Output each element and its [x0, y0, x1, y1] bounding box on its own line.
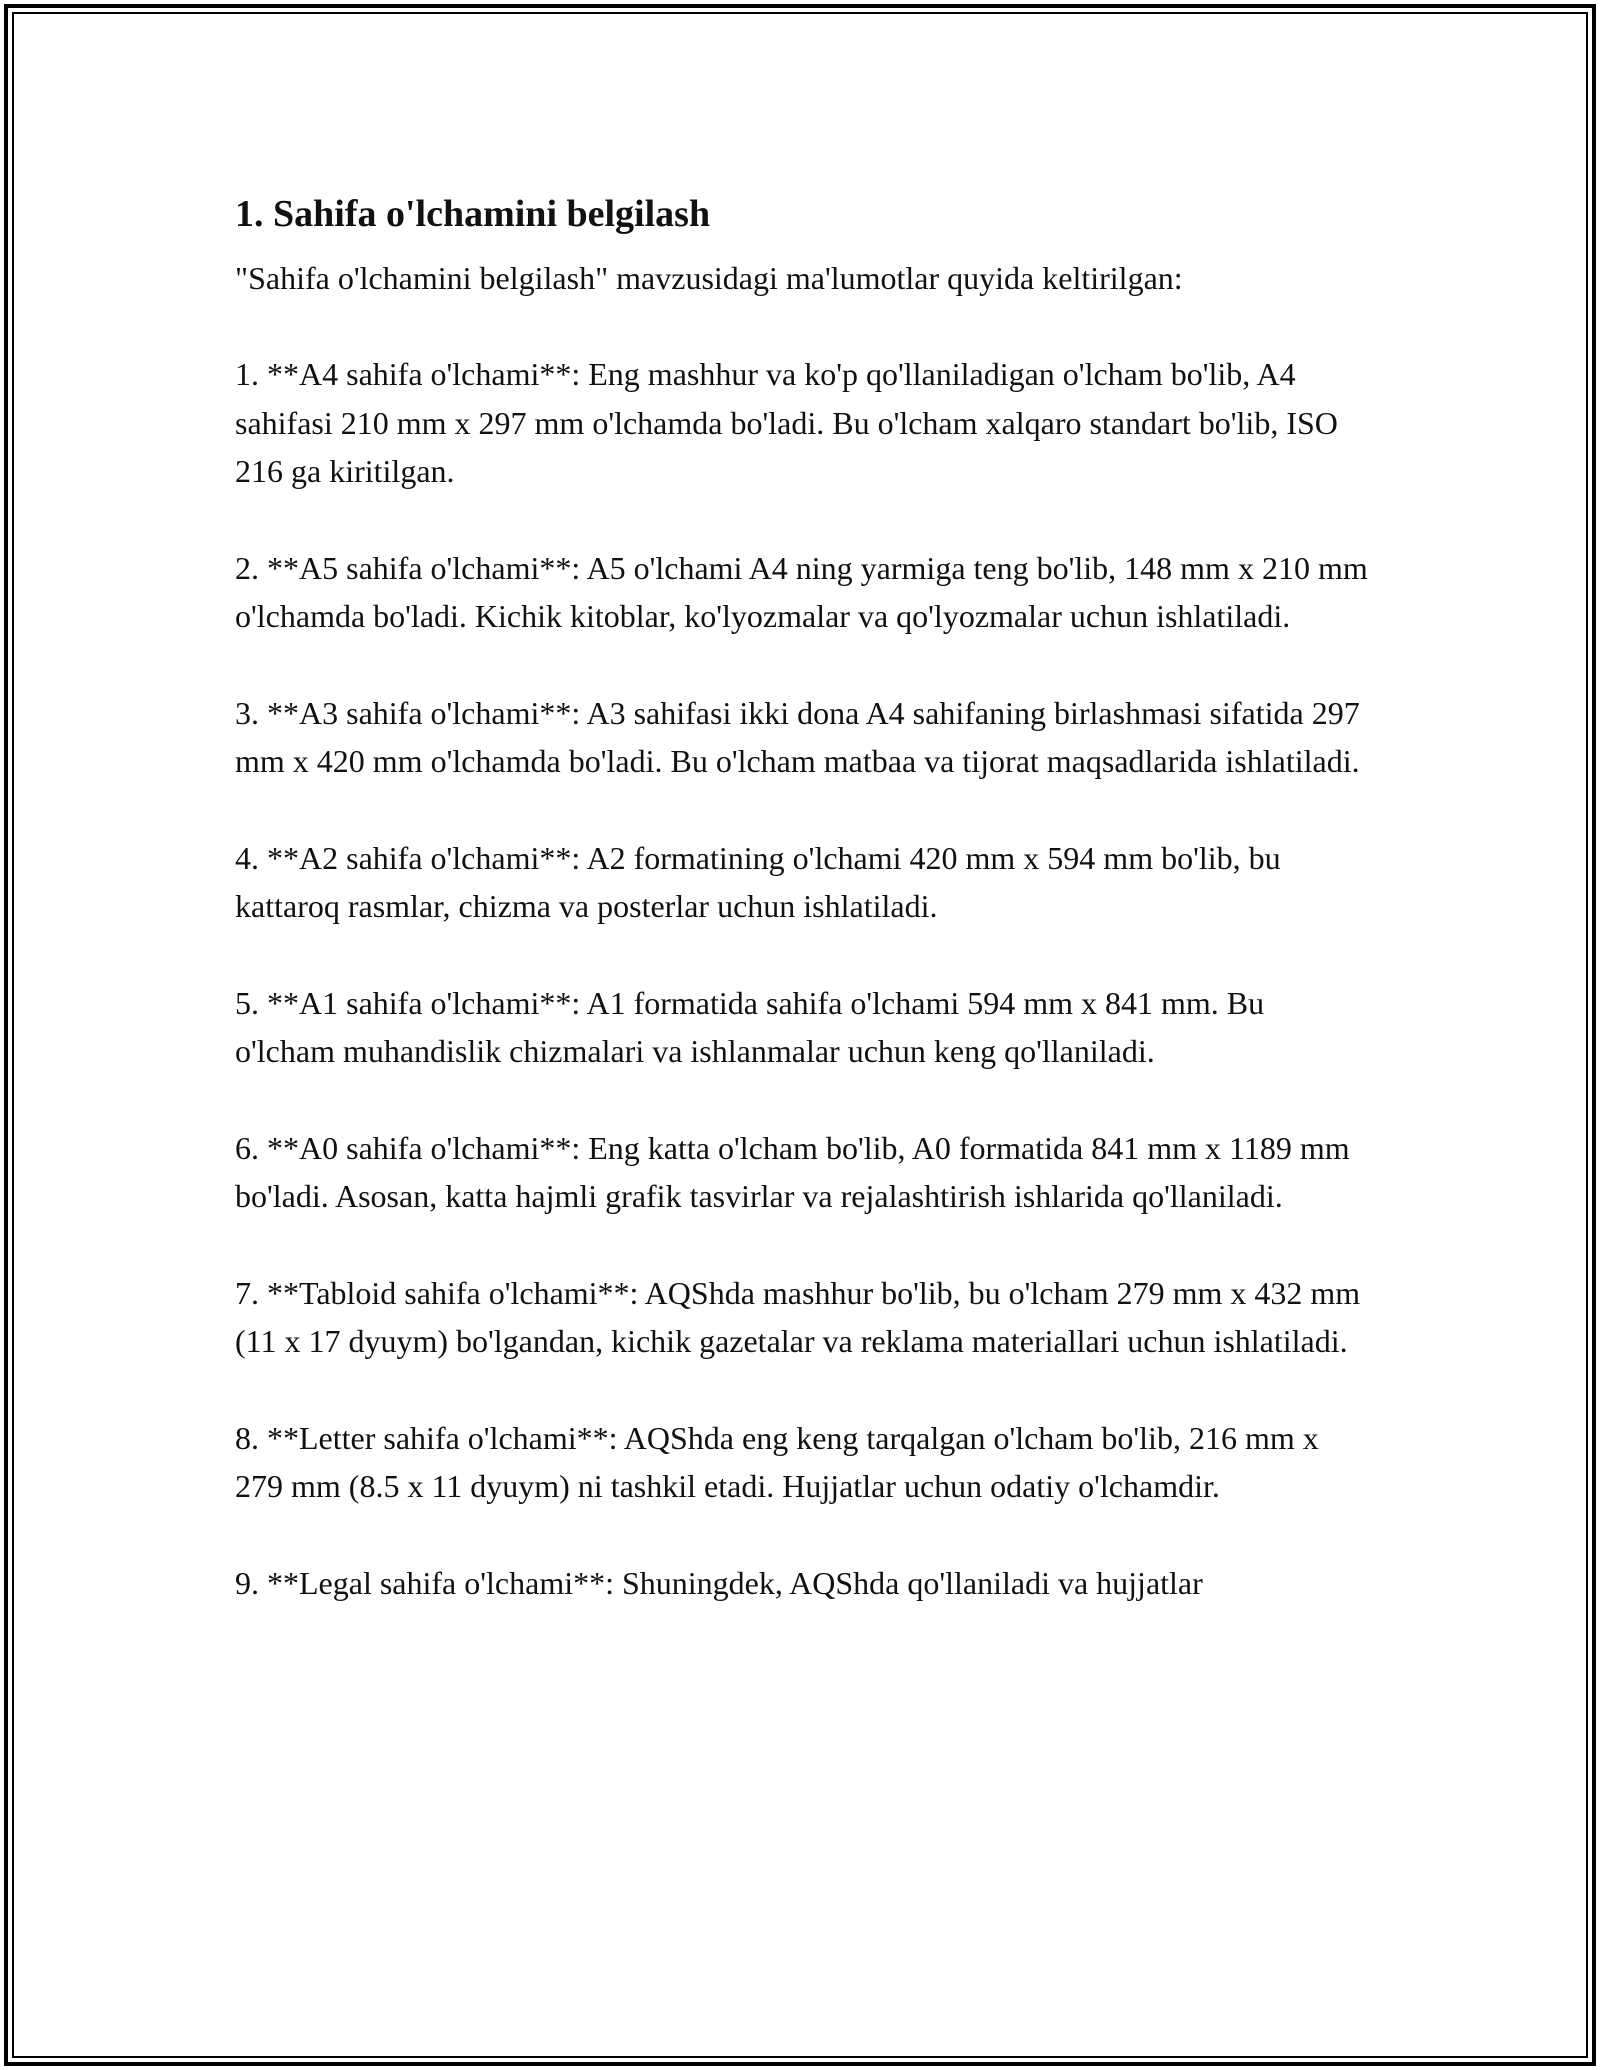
intro-paragraph: "Sahifa o'lchamini belgilash" mavzusidagi ma'lumotlar quyida keltirilgan:: [235, 260, 1183, 296]
list-item-a0: 6. **A0 sahifa o'lchami**: Eng katta o'lcham bo'lib, A0 formatida 841 mm x 1189 mm bo'ladi. Asosan, katta hajmli grafik tasvirlar va rejalashtirish ishlarida qo'llaniladi.: [235, 1129, 1350, 1214]
list-item-a4: 1. **A4 sahifa o'lchami**: Eng mashhur va ko'p qo'llaniladigan o'lcham bo'lib, A4 sahifasi 210 mm x 297 mm o'lchamda bo'ladi. Bu o'lcham xalqaro standart bo'lib, ISO 216 ga kiritilgan.: [235, 356, 1338, 489]
list-item-tabloid: 7. **Tabloid sahifa o'lchami**: AQShda mashhur bo'lib, bu o'lcham 279 mm x 432 mm (11 x 17 dyuym) bo'lgandan, kichik gazetalar va reklama materiallari uchun ishlatiladi.: [235, 1274, 1361, 1359]
list-item-legal: 9. **Legal sahifa o'lchami**: Shuningdek, AQShda qo'llaniladi va hujjatlar: [235, 1564, 1203, 1601]
section-heading: 1. Sahifa o'lchamini belgilash: [235, 193, 711, 235]
list-item-letter: 8. **Letter sahifa o'lchami**: AQShda eng keng tarqalgan o'lcham bo'lib, 216 mm x 279 mm (8.5 x 11 dyuym) ni tashkil etadi. Hujjatlar uchun odatiy o'lchamdir.: [235, 1419, 1319, 1504]
list-item-a5: 2. **A5 sahifa o'lchami**: A5 o'lchami A4 ning yarmiga teng bo'lib, 148 mm x 210 mm o'lchamda bo'ladi. Kichik kitoblar, ko'lyozmalar va qo'lyozmalar uchun ishlatiladi.: [235, 549, 1368, 634]
list-item-a1: 5. **A1 sahifa o'lchami**: A1 formatida sahifa o'lchami 594 mm x 841 mm. Bu o'lcham muhandislik chizmalari va ishlanmalar uchun keng qo'llaniladi.: [235, 984, 1265, 1069]
list-item-a3: 3. **A3 sahifa o'lchami**: A3 sahifasi ikki dona A4 sahifaning birlashmasi sifatida 297 mm x 420 mm o'lchamda bo'ladi. Bu o'lcham matbaa va tijorat maqsadlarida ishlatiladi.: [235, 694, 1360, 779]
document-body: [235, 186, 1370, 1655]
list-item-a2: 4. **A2 sahifa o'lchami**: A2 formatining o'lchami 420 mm x 594 mm bo'lib, bu kattaroq rasmlar, chizma va posterlar uchun ishlatiladi.: [235, 839, 1281, 924]
